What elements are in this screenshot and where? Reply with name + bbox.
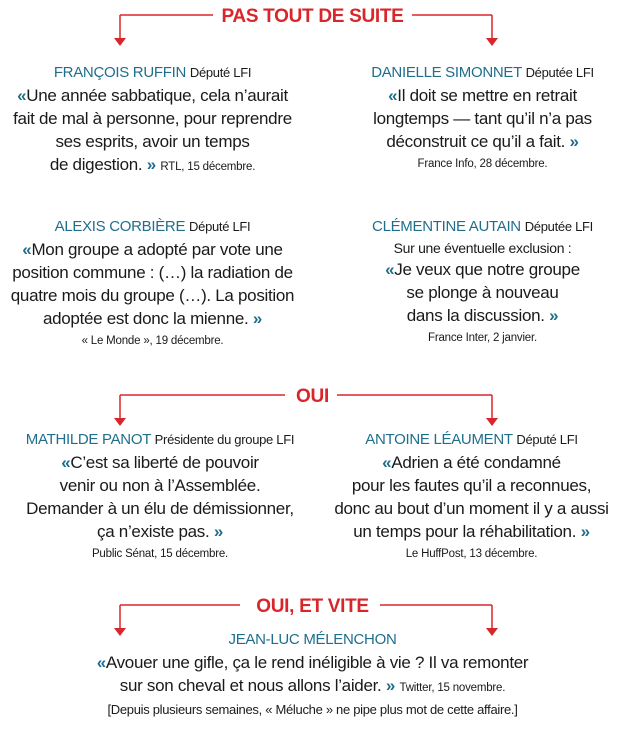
quote-line: de digestion. — [49, 155, 143, 174]
section-header-pas-tout-de-suite — [0, 0, 625, 34]
close-quote-mark: » — [146, 155, 156, 174]
speaker-role: Députée LFI — [524, 219, 593, 234]
quote-context: Sur une éventuelle exclusion : — [393, 240, 572, 256]
quote-line: Adrien a été condamné — [391, 453, 561, 472]
quote-line: venir ou non à l’Assemblée. — [59, 476, 261, 495]
speaker-name: ALEXIS CORBIÈRE — [54, 218, 186, 235]
quote-line: Il doit se mettre en retrait — [397, 86, 577, 105]
section-heading: OUI — [0, 386, 625, 408]
section-header-oui-et-vite — [0, 590, 625, 624]
close-quote-mark: » — [580, 522, 590, 541]
down-arrow-pair — [0, 34, 625, 48]
quote-ruffin — [0, 63, 305, 179]
speaker-role: Député LFI — [189, 219, 251, 234]
quote-source: Public Sénat, 15 décembre. — [91, 548, 229, 560]
quote-line: donc au bout d’un moment il y a aussi — [334, 499, 609, 518]
quote-line: adoptée est donc la mienne. — [42, 309, 249, 328]
close-quote-mark: » — [252, 309, 263, 328]
speaker-role: Député LFI — [189, 65, 252, 80]
quote-line: longtemps — tant qu’il n’a pas — [373, 109, 592, 128]
quote-line: ses esprits, avoir un temps — [55, 132, 250, 151]
quote-autain — [340, 217, 625, 350]
section-heading: OUI, ET VITE — [0, 596, 625, 618]
section-heading: PAS TOUT DE SUITE — [0, 6, 625, 28]
speaker-name: CLÉMENTINE AUTAIN — [372, 218, 521, 235]
quote-panot — [0, 430, 320, 566]
close-quote-mark: » — [549, 306, 559, 325]
open-quote-mark: « — [388, 86, 398, 105]
quote-line: ça n’existe pas. — [97, 522, 210, 541]
quote-source: RTL, 15 décembre. — [160, 161, 256, 173]
speaker-role: Député LFI — [516, 432, 578, 447]
open-quote-mark: « — [385, 260, 395, 279]
quote-source: France Info, 28 décembre. — [417, 158, 548, 170]
quote-line: sur son cheval et nous allons l’aider. — [119, 676, 382, 695]
open-quote-mark: « — [17, 86, 27, 105]
close-quote-mark: » — [213, 522, 223, 541]
quote-melenchon — [0, 630, 625, 719]
quote-source: Le HuffPost, 13 décembre. — [405, 548, 538, 560]
quote-source: France Inter, 2 janvier. — [428, 332, 537, 344]
quote-line: position commune : (…) la radiation de — [12, 263, 293, 282]
close-quote-mark: » — [385, 676, 396, 695]
speaker-name: ANTOINE LÉAUMENT — [365, 431, 513, 448]
quote-line: un temps pour la réhabilitation. — [353, 522, 577, 541]
open-quote-mark: « — [96, 653, 106, 672]
speaker-name: FRANÇOIS RUFFIN — [53, 64, 186, 81]
section-header-oui — [0, 380, 625, 414]
quote-line: Une année sabbatique, cela n’aurait — [26, 86, 288, 105]
quote-line: Demander à un élu de démissionner, — [26, 499, 294, 518]
quote-line: déconstruit ce qu’il a fait. — [386, 132, 566, 151]
editor-note: [Depuis plusieurs semaines, « Méluche » ne pipe plus mot de cette affaire.] — [107, 702, 518, 717]
speaker-name: DANIELLE SIMONNET — [371, 64, 522, 81]
quote-corbiere — [0, 217, 305, 353]
quote-line: quatre mois du groupe (…). La position — [10, 286, 295, 305]
quote-simonnet — [340, 63, 625, 176]
down-arrow-pair — [0, 414, 625, 428]
quote-source: « Le Monde », 19 décembre. — [81, 335, 224, 347]
quote-line: se plonge à nouveau — [406, 283, 559, 302]
speaker-role: Députée LFI — [525, 65, 594, 80]
quote-line: dans la discussion. — [406, 306, 545, 325]
quote-line: Mon groupe a adopté par vote une — [31, 240, 283, 259]
open-quote-mark: « — [22, 240, 32, 259]
quote-line: Avouer une gifle, ça le rend inéligible à vie ? Il va remonter — [105, 653, 529, 672]
open-quote-mark: « — [61, 453, 71, 472]
quote-line: fait de mal à personne, pour reprendre — [13, 109, 292, 128]
quote-source: Twitter, 15 novembre. — [399, 682, 506, 694]
quote-line: Je veux que notre groupe — [394, 260, 580, 279]
quote-line: pour les fautes qu’il a reconnues, — [351, 476, 592, 495]
quote-leaument — [318, 430, 625, 566]
open-quote-mark: « — [382, 453, 392, 472]
close-quote-mark: » — [569, 132, 579, 151]
speaker-role: Présidente du groupe LFI — [154, 432, 295, 447]
speaker-name: JEAN-LUC MÉLENCHON — [228, 631, 397, 648]
quote-line: C’est sa liberté de pouvoir — [70, 453, 259, 472]
speaker-name: MATHILDE PANOT — [25, 431, 151, 448]
